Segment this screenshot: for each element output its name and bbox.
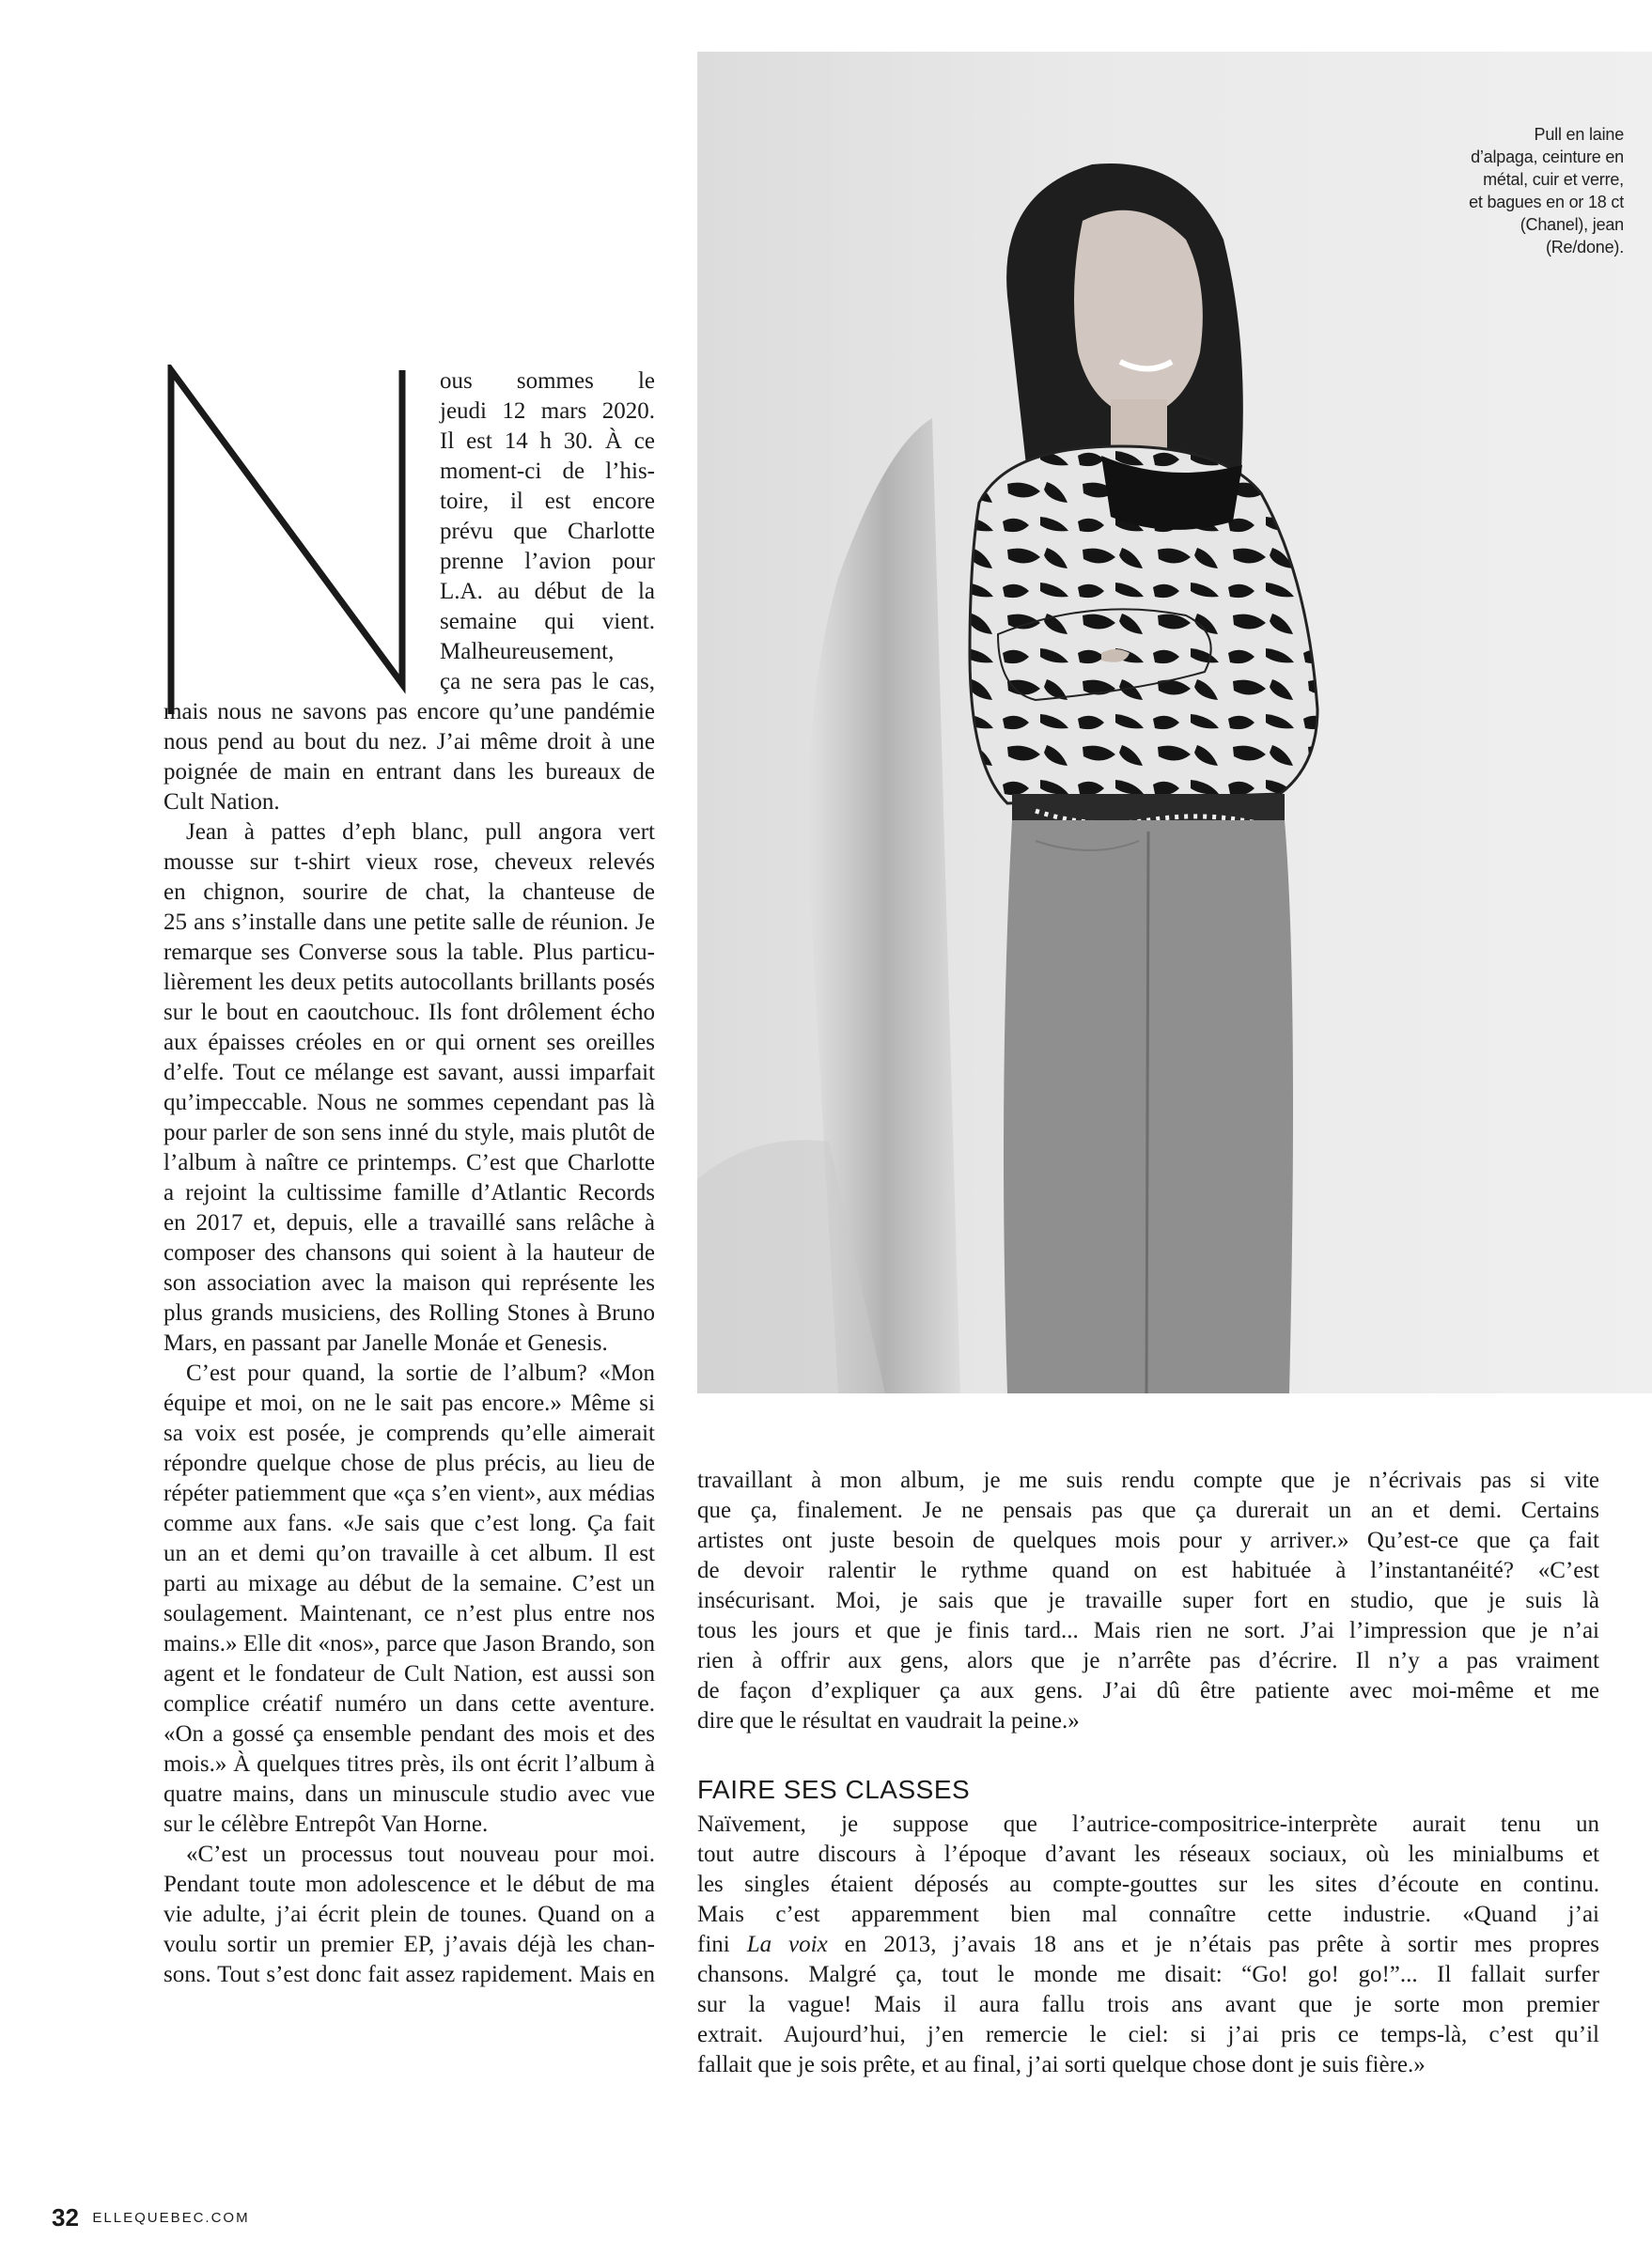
text-line: ous sommes le	[440, 368, 655, 394]
text-line: plus grands musiciens, des Rolling Stones à Bruno	[164, 1300, 655, 1326]
text-line: vie adulte, j’ai écrit plein de tounes. Quand on a	[164, 1902, 655, 1927]
article-paragraph	[164, 1359, 655, 1840]
caption-line: (Re/done).	[1545, 238, 1624, 257]
text-line: sons. Tout s’est donc fait assez rapidement. Mais en	[164, 1962, 655, 1987]
page-footer	[52, 2203, 250, 2232]
text-line: de façon d’expliquer ça aux gens. J’ai dû être patiente avec moi-même et me	[697, 1678, 1599, 1703]
text-line: de devoir ralentir le rythme quand on est habituée à l’instantanéité? «C’est	[697, 1558, 1599, 1583]
article-right-column	[697, 1466, 1599, 2080]
text-line: L.A. au début de la	[440, 579, 655, 604]
text-line: rien à offrir aux gens, alors que je n’arrête pas d’écrire. Il n’y a pas vraiment	[697, 1648, 1599, 1673]
caption-line: métal, cuir et verre,	[1483, 170, 1624, 189]
article-left-column	[164, 366, 655, 1990]
text-line: lièrement les deux petits autocollants brillants posés	[164, 970, 655, 995]
text-line: remarque ses Converse sous la table. Plus particu-	[164, 940, 655, 965]
caption-line: d’alpaga, ceinture en	[1471, 148, 1624, 166]
text-line: fallait que je sois prête, et au final, j’ai sorti quelque chose dont je suis fière.»	[697, 2052, 1426, 2077]
text-line: mois.» À quelques titres près, ils ont écrit l’album à	[164, 1751, 655, 1777]
text-line: a rejoint la cultissime famille d’Atlantic Records	[164, 1180, 655, 1205]
text-line: moment-ci de l’his-	[440, 459, 655, 484]
text-line: aux épaisses créoles en or qui ornent ses oreilles	[164, 1030, 655, 1055]
text-line: complice créatif numéro un dans cette aventure.	[164, 1691, 655, 1717]
caption-line: et bagues en or 18 ct	[1469, 193, 1624, 211]
photo-caption	[1342, 123, 1624, 258]
portrait-photo	[697, 52, 1652, 1393]
text-line: sur le bout en caoutchouc. Ils font drôlement écho	[164, 1000, 655, 1025]
text-line: que ça, finalement. Je ne pensais pas que ça durerait un an et demi. Certains	[697, 1498, 1599, 1523]
text-line: l’album à naître ce printemps. C’est que Charlotte	[164, 1150, 655, 1175]
text-line: fini La voix en 2013, j’avais 18 ans et je n’étais pas prête à sortir mes propres	[697, 1932, 1599, 1957]
article-paragraph	[164, 1840, 655, 1990]
text-line: répéter patiemment que «ça s’en vient», aux médias	[164, 1481, 655, 1506]
text-line: C’est pour quand, la sortie de l’album? «Mon	[186, 1361, 655, 1386]
text-line: Cult Nation.	[164, 789, 280, 815]
article-paragraph	[164, 697, 655, 817]
text-line: ça ne sera pas le cas,	[440, 669, 655, 694]
text-line: Il est 14 h 30. À ce	[440, 428, 655, 454]
article-paragraph	[164, 817, 655, 1359]
text-line: son association avec la maison qui représente les	[164, 1270, 655, 1296]
text-line: Naïvement, je suppose que l’autrice-compositrice-interprète aurait tenu un	[697, 1812, 1599, 1837]
text-line: équipe et moi, on ne le sait pas encore.» Même si	[164, 1391, 655, 1416]
paragraph-continued	[697, 1466, 1599, 1736]
text-line: dire que le résultat en vaudrait la peine.»	[697, 1708, 1080, 1734]
text-line: composer des chansons qui soient à la hauteur de	[164, 1240, 655, 1266]
text-line: toire, il est encore	[440, 489, 655, 514]
text-line: «On a gossé ça ensemble pendant des mois et des	[164, 1721, 655, 1747]
text-line: mais nous ne savons pas encore qu’une pandémie	[164, 699, 655, 724]
text-line: poignée de main en entrant dans les bureaux de	[164, 759, 655, 785]
text-line: quatre mains, dans un minuscule studio avec vue	[164, 1781, 655, 1807]
text-line: 25 ans s’installe dans une petite salle de réunion. Je	[164, 910, 655, 935]
text-line: pour parler de son sens inné du style, mais plutôt de	[164, 1120, 655, 1145]
text-line: sur le célèbre Entrepôt Van Horne.	[164, 1812, 489, 1837]
text-line: prévu que Charlotte	[440, 519, 655, 544]
text-line: les singles étaient déposés au compte-gouttes sur les sites d’écoute en continu.	[697, 1872, 1599, 1897]
album-title: La voix	[746, 1932, 828, 1957]
text-line: Pendant toute mon adolescence et le début de ma	[164, 1872, 655, 1897]
page-number: 32	[52, 2203, 79, 2232]
caption-line: Pull en laine	[1534, 125, 1624, 144]
text-line: agent et le fondateur de Cult Nation, est aussi son	[164, 1661, 655, 1687]
text-line: Mars, en passant par Janelle Monáe et Genesis.	[164, 1330, 608, 1356]
text-line: d’elfe. Tout ce mélange est savant, aussi imparfait	[164, 1060, 655, 1085]
text-line: sa voix est posée, je comprends qu’elle aimerait	[164, 1421, 655, 1446]
text-line: en 2017 et, depuis, elle a travaillé sans relâche à	[164, 1210, 655, 1236]
section-subheading: FAIRE SES CLASSES	[697, 1775, 971, 1804]
text-line: insécurisant. Moi, je sais que je travaille super fort en studio, que je suis là	[697, 1588, 1599, 1613]
text-line: soulagement. Maintenant, ce n’est plus entre nos	[164, 1601, 655, 1626]
text-line: Mais c’est apparemment bien mal connaître cette industrie. «Quand j’ai	[697, 1902, 1599, 1927]
text-line: comme aux fans. «Je sais que c’est long. Ça fait	[164, 1511, 655, 1536]
text-line: répondre quelque chose de plus précis, au lieu de	[164, 1451, 655, 1476]
text-line: tout autre discours à l’époque d’avant les réseaux sociaux, où les minialbums et	[697, 1842, 1599, 1867]
article-paragraph	[164, 366, 655, 697]
text-line: prenne l’avion pour	[440, 549, 655, 574]
text-line: «C’est un processus tout nouveau pour moi.	[186, 1842, 655, 1867]
text-line: en chignon, sourire de chat, la chanteuse de	[164, 879, 655, 905]
text-line: Malheureusement,	[440, 639, 615, 664]
text-line: qu’impeccable. Nous ne sommes cependant pas là	[164, 1090, 655, 1115]
text-line: sur la vague! Mais il aura fallu trois ans avant que je sorte mon premier	[697, 1992, 1599, 2017]
site-url: ELLEQUEBEC.COM	[92, 2210, 250, 2226]
text-line: semaine qui vient.	[440, 609, 655, 634]
text-line: nous pend au bout du nez. J’ai même droit à une	[164, 729, 655, 754]
text-line: Jean à pattes d’eph blanc, pull angora vert	[186, 819, 655, 845]
text-line: un an et demi qu’on travaille à cet album. Il est	[164, 1541, 655, 1566]
text-line: tous les jours et que je finis tard... Mais rien ne sort. J’ai l’impression que je n’ai	[697, 1618, 1599, 1643]
text-line: jeudi 12 mars 2020.	[440, 398, 655, 424]
text-line: mousse sur t-shirt vieux rose, cheveux relevés	[164, 849, 655, 875]
paragraph-faire-ses-classes	[697, 1810, 1599, 2080]
text-line: extrait. Aujourd’hui, j’en remercie le ciel: si j’ai pris ce temps-là, c’est qu’il	[697, 2022, 1599, 2047]
text-line: travaillant à mon album, je me suis rendu compte que je n’écrivais pas si vite	[697, 1468, 1599, 1493]
text-line: parti au mixage au début de la semaine. C’est un	[164, 1571, 655, 1596]
text-line: artistes ont juste besoin de quelques mois pour y arriver.» Qu’est-ce que ça fait	[697, 1528, 1599, 1553]
text-line: mains.» Elle dit «nos», parce que Jason Brando, son	[164, 1631, 655, 1656]
text-line: chansons. Malgré ça, tout le monde me disait: “Go! go! go!”... Il fallait surfer	[697, 1962, 1599, 1987]
caption-line: (Chanel), jean	[1520, 215, 1624, 234]
text-line: voulu sortir un premier EP, j’avais déjà les chan-	[164, 1932, 655, 1957]
